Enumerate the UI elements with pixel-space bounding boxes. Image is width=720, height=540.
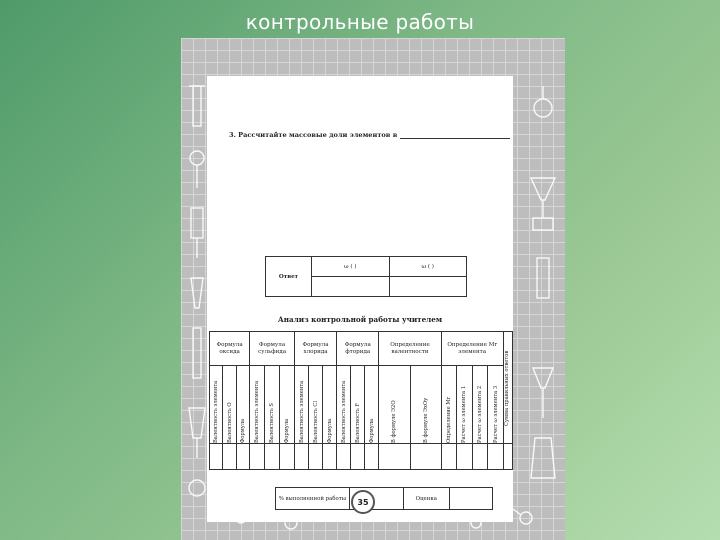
column-header: Валентность элемента	[210, 366, 223, 444]
answer-label: Ответ	[266, 257, 312, 297]
answer-table	[265, 256, 467, 297]
group-header: Определение валентности	[379, 332, 441, 366]
slide-title: контрольные работы	[245, 10, 475, 34]
lab-glassware-left-icon	[185, 78, 209, 528]
column-header: Валентность Cl	[309, 366, 323, 444]
answer-col-1: ω ( )	[312, 257, 390, 277]
group-header: Формула сульфида	[250, 332, 295, 366]
column-header: Расчет ω элемента 2	[472, 366, 488, 444]
lab-glassware-right-icon	[527, 78, 559, 528]
worksheet-page	[181, 38, 565, 540]
analysis-table	[209, 331, 513, 470]
column-header: Валентность элемента	[295, 366, 309, 444]
column-header: В формуле ЭxOy	[410, 366, 441, 444]
column-header: Определение Mr	[441, 366, 457, 444]
worksheet-sheet	[207, 76, 513, 522]
group-header: Формула оксида	[210, 332, 250, 366]
column-header: Валентность F	[351, 366, 365, 444]
task-answer-line	[400, 138, 510, 139]
answer-cell	[389, 277, 467, 297]
column-header: Формула	[365, 366, 379, 444]
column-header: Валентность элемента	[337, 366, 351, 444]
group-header: Формула фторида	[337, 332, 379, 366]
grade-label: Оценка	[404, 488, 450, 510]
column-header: В формуле Э2O	[379, 366, 410, 444]
result-table	[275, 487, 493, 510]
column-header: Валентность S	[265, 366, 280, 444]
column-header: Формула	[236, 366, 249, 444]
column-header: Формула	[280, 366, 295, 444]
answer-col-2: ω ( )	[389, 257, 467, 277]
column-header: Валентность элемента	[250, 366, 265, 444]
group-header: Формула хлорида	[295, 332, 337, 366]
column-header: Валентность O	[223, 366, 236, 444]
column-header: Сумма правильных ответов	[503, 332, 512, 444]
column-header: Расчет ω элемента 3	[488, 366, 504, 444]
grade-cell	[449, 488, 492, 510]
percent-label: % выполненной работы	[276, 488, 350, 510]
group-header: Определение Mr элемента	[441, 332, 503, 366]
task-text: 3. Рассчитайте массовые доли элементов в	[229, 131, 398, 139]
column-header: Формула	[323, 366, 337, 444]
answer-cell	[312, 277, 390, 297]
page-number: 35	[351, 490, 375, 514]
analysis-title: Анализ контрольной работы учителем	[277, 315, 443, 324]
column-header: Расчет ω элемента 1	[457, 366, 473, 444]
table-row	[210, 444, 513, 470]
